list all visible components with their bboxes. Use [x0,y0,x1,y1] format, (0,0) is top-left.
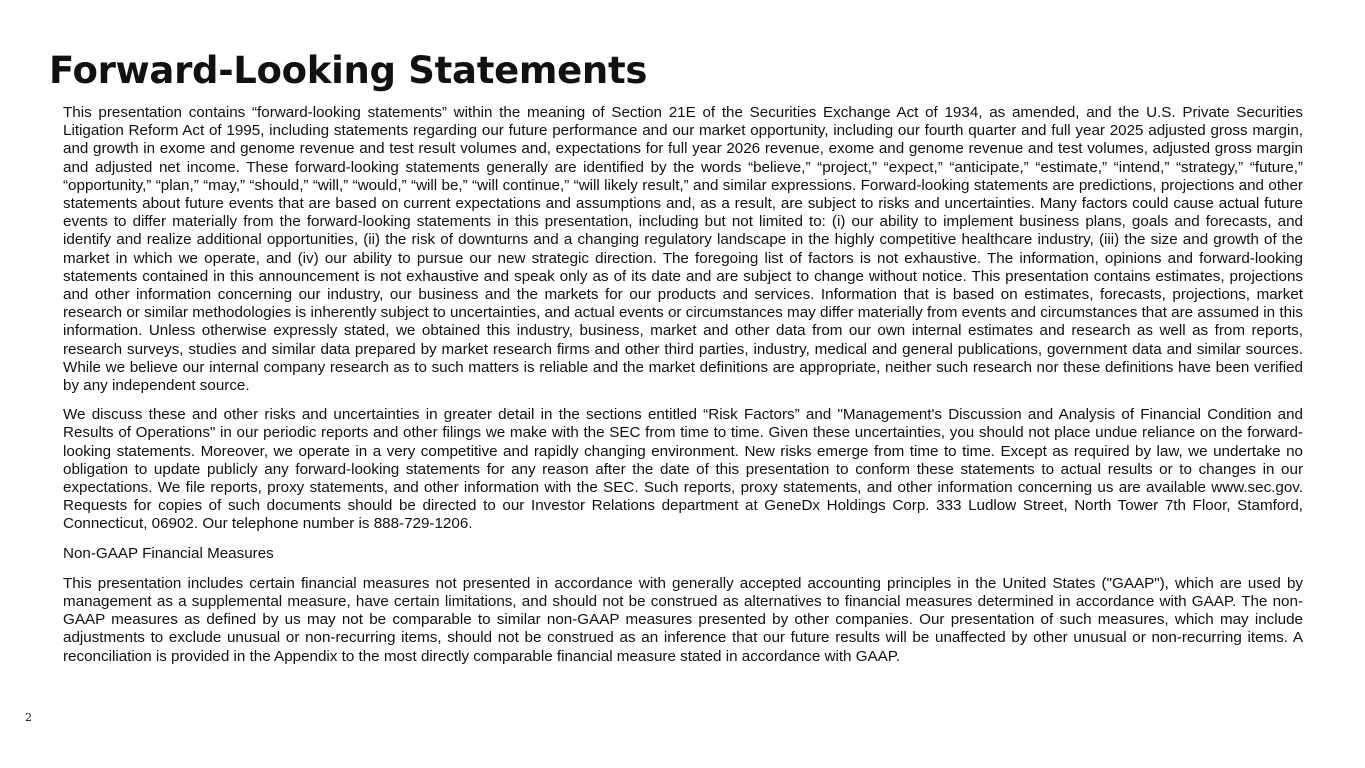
page-number: 2 [25,711,32,724]
page-title: Forward-Looking Statements [49,49,648,92]
disclaimer-body [63,104,1303,677]
non-gaap-paragraph: This presentation includes certain financial measures not presented in accordance with generally accepted accounting principles in the United States ("GAAP"), which are used by management as a supplemental measure, have certain limitations, and should not be construed as alternatives to financial measures determined in accordance with GAAP. The non-GAAP measures as defined by us may not be comparable to similar non-GAAP measures presented by other companies. Our presentation of such measures, which may include adjustments to exclude unusual or non-recurring items, should not be construed as an inference that our future results will be unaffected by other unusual or non-recurring items. A reconciliation is provided in the Appendix to the most directly comparable financial measure stated in accordance with GAAP. [63,574,1303,665]
non-gaap-heading: Non-GAAP Financial Measures [63,544,274,562]
risk-discussion-paragraph: We discuss these and other risks and uncertainties in greater detail in the sections entitled “Risk Factors” and "Management's Discussion and Analysis of Financial Condition and Results of Operations" in our periodic reports and other filings we make with the SEC from time to time. Given these uncertainties, you should not place undue reliance on the forward-looking statements. Moreover, we operate in a very competitive and rapidly changing environment. New risks emerge from time to time. Except as required by law, we undertake no obligation to update publicly any forward-looking statements for any reason after the date of this presentation to conform these statements to actual results or to changes in our expectations. We file reports, proxy statements, and other information with the SEC. Such reports, proxy statements, and other information concerning us are available www.sec.gov. Requests for copies of such documents should be directed to our Investor Relations department at GeneDx Holdings Corp. 333 Ludlow Street, North Tower 7th Floor, Stamford, Connecticut, 06902. Our telephone number is 888-729-1206. [63,406,1303,533]
forward-looking-paragraph: This presentation contains “forward-looking statements” within the meaning of Section 21E of the Securities Exchange Act of 1934, as amended, and the U.S. Private Securities Litigation Reform Act of 1995, including statements regarding our future performance and our market opportunity, including our fourth quarter and full year 2025 adjusted gross margin, and growth in exome and genome revenue and test result volumes and, expectations for full year 2026 revenue, exome and genome revenue and test volumes, adjusted gross margin and adjusted net income. These forward-looking statements generally are identified by the words “believe,” “project,” “expect,” “anticipate,” “estimate,” “intend,” “strategy,” “future,” “opportunity,” “plan,” “may,” “should,” “will,” “would,” “will be,” “will continue,” “will likely result,” and similar expressions. Forward-looking statements are predictions, projections and other statements about future events that are based on current expectations and assumptions and, as a result, are subject to risks and uncertainties. Many factors could cause actual future events to differ materially from the forward-looking statements in this presentation, including but not limited to: (i) our ability to implement business plans, goals and forecasts, and identify and realize additional opportunities, (ii) the risk of downturns and a changing regulatory landscape in the highly competitive healthcare industry, (iii) the size and growth of the market in which we operate, and (iv) our ability to pursue our new strategic direction. The foregoing list of factors is not exhaustive. The information, opinions and forward-looking statements contained in this announcement is not exhaustive and speak only as of its date and are subject to change without notice. This presentation contains estimates, projections and other information concerning our industry, our business and the markets for our products and services. Information that is based on estimates, forecasts, projections, market research or similar methodologies is inherently subject to uncertainties, and actual events or circumstances may differ materially from events and circumstances that are assumed in this information. Unless otherwise expressly stated, we obtained this industry, business, market and other data from our own internal estimates and research as well as from reports, research surveys, studies and similar data prepared by market research firms and other third parties, industry, medical and general publications, government data and similar sources. While we believe our internal company research as to such matters is reliable and the market definitions are appropriate, neither such research nor these definitions have been verified by any independent source. [63,104,1303,395]
